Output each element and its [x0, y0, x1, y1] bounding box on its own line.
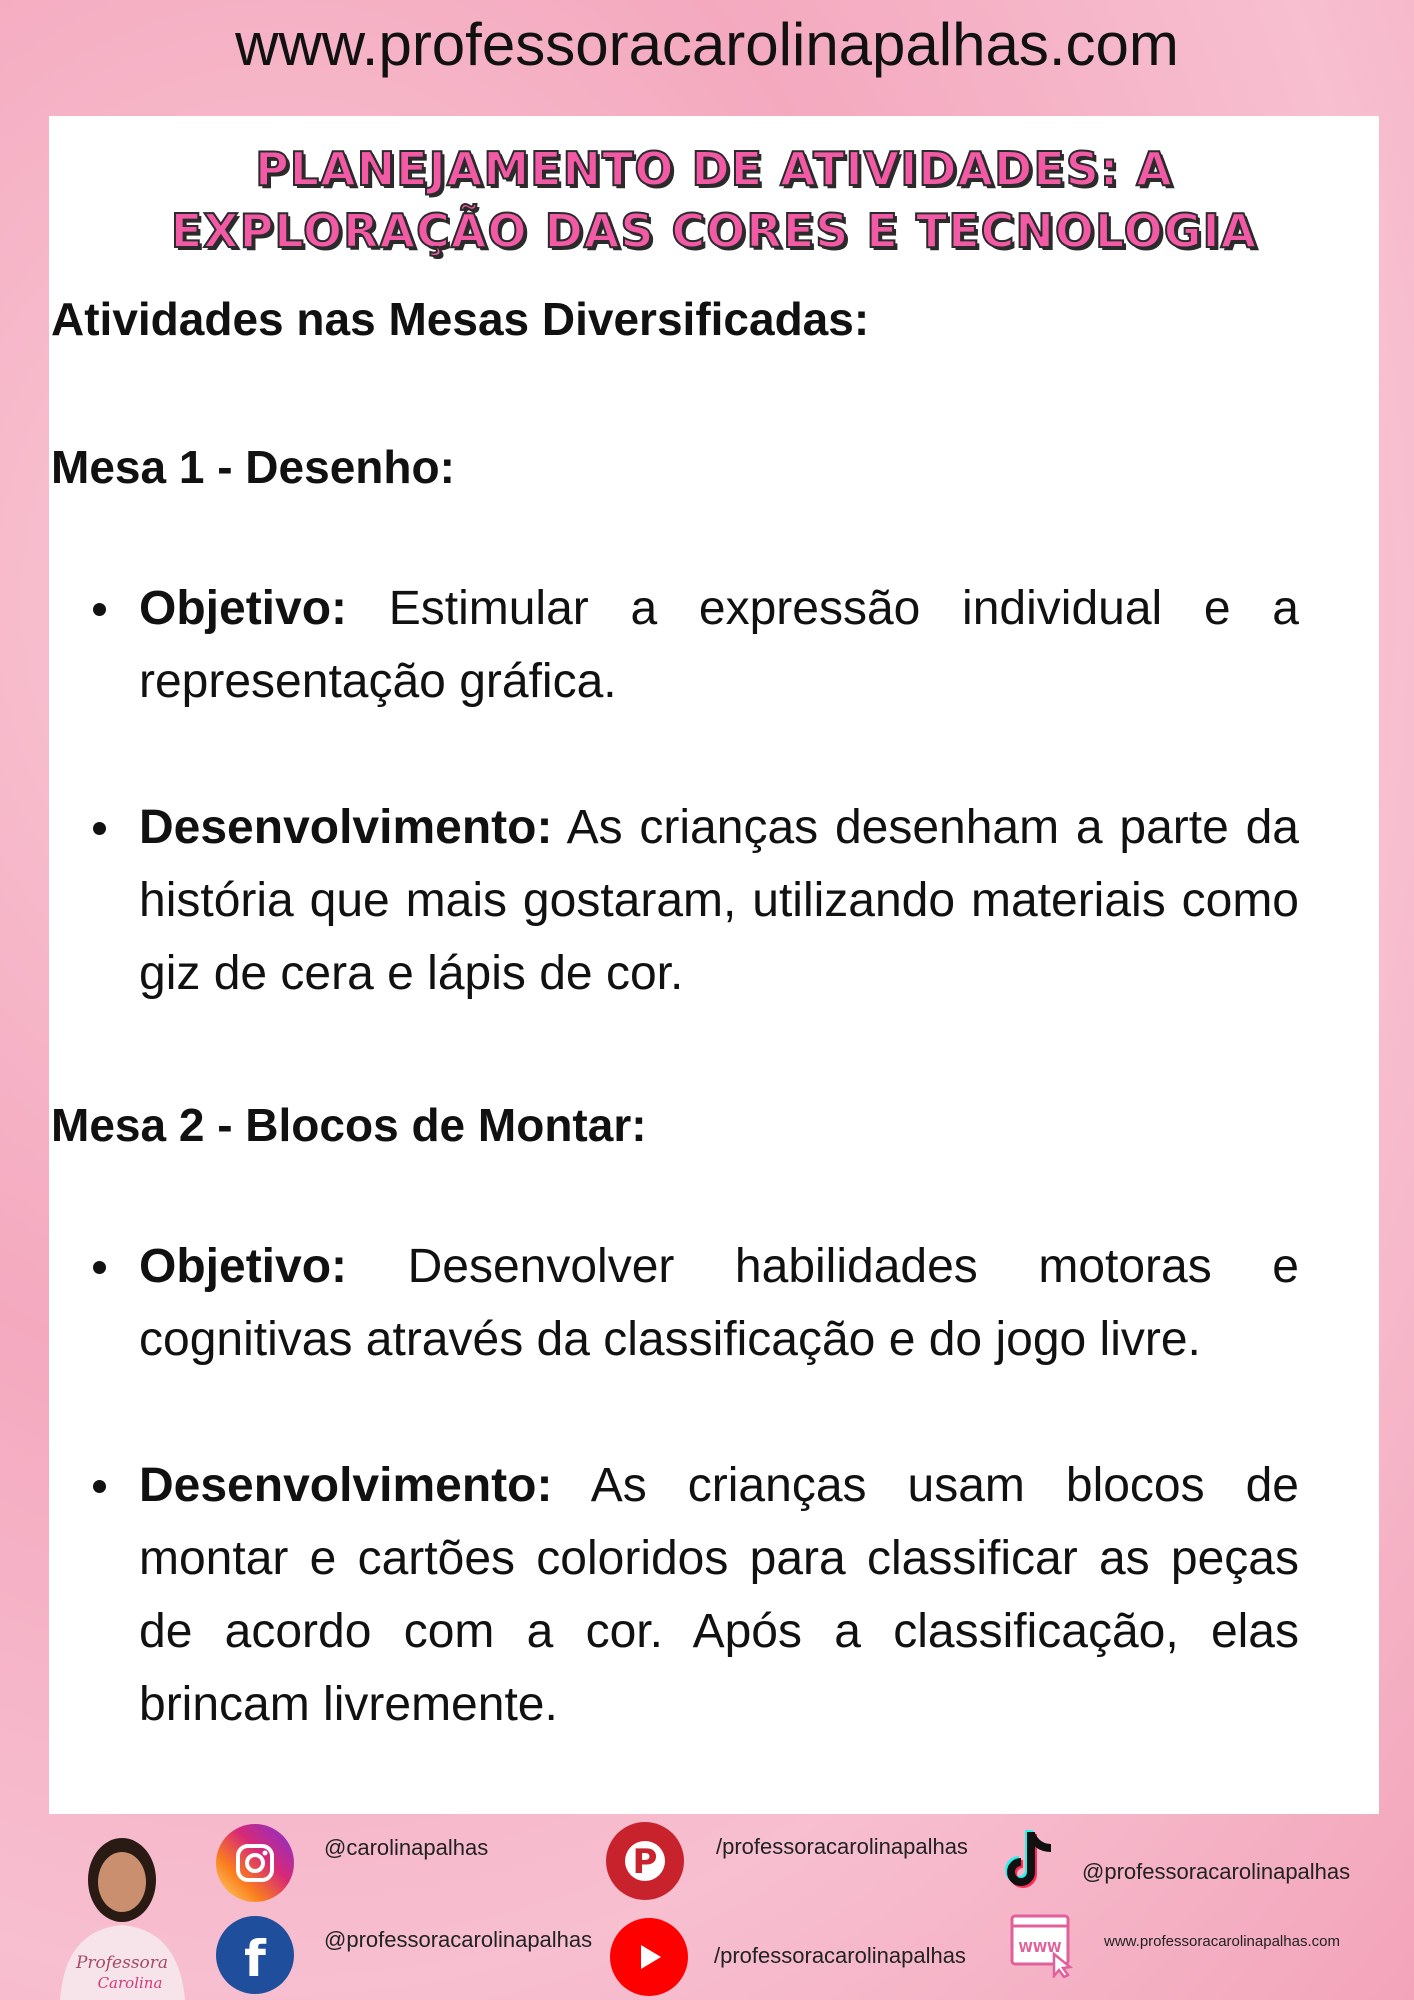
pinterest-handle: /professoracarolinapalhas: [716, 1834, 968, 1859]
avatar-caption-2: Carolina: [97, 1974, 163, 1992]
facebook-link[interactable]: [216, 1916, 592, 1994]
website-icon-text: WWW: [1018, 1941, 1062, 1956]
item-label: Objetivo:: [139, 582, 348, 635]
facebook-handle: @professoracarolinapalhas: [324, 1927, 593, 1952]
website-handle: www.professoracarolinapalhas.com: [1104, 1932, 1340, 1950]
tiktok-icon: [1000, 1822, 1066, 1900]
avatar: [40, 1820, 205, 2000]
youtube-link[interactable]: [610, 1918, 966, 1996]
pinterest-link[interactable]: [606, 1822, 968, 1900]
instagram-handle: @carolinapalhas: [324, 1835, 489, 1860]
item-label: Objetivo:: [139, 1240, 348, 1293]
list-item: [139, 791, 1299, 1010]
avatar-caption-1: Professora: [75, 1953, 169, 1973]
instagram-icon: [216, 1824, 294, 1902]
item-label: Desenvolvimento:: [139, 801, 553, 854]
tiktok-link[interactable]: [1000, 1822, 1350, 1900]
facebook-icon: f: [216, 1916, 294, 1994]
title-line-1: PLANEJAMENTO DE ATIVIDADES: A: [255, 142, 1173, 196]
page-title: [49, 138, 1379, 262]
item-text: As crianças usam blocos de montar e cartões coloridos para classificar as peças de acordo com a cor. Após a classificação, elas brincam livremente.: [139, 1459, 1300, 1731]
youtube-icon: [610, 1918, 688, 1996]
youtube-handle: /professoracarolinapalhas: [714, 1943, 966, 1968]
list-item: [139, 1449, 1299, 1741]
item-text: As crianças desenham a parte da história que mais gostaram, utilizando materiais como giz de cera e lápis de cor.: [139, 801, 1300, 1000]
svg-text:P: P: [632, 1842, 658, 1882]
pinterest-icon: [606, 1822, 684, 1900]
content-card: [49, 116, 1379, 1814]
footer: [0, 1814, 1414, 2000]
mesa1-list: [139, 572, 1299, 1010]
website-link[interactable]: [1010, 1914, 1340, 1978]
tiktok-handle: @professoracarolinapalhas: [1082, 1859, 1351, 1884]
item-text: Estimular a expressão individual e a representação gráfica.: [139, 582, 1299, 708]
website-icon: [1010, 1914, 1076, 1978]
list-item: [139, 572, 1299, 718]
site-url-header[interactable]: www.professoracarolinapalhas.com: [235, 11, 1179, 78]
mesa1-heading: Mesa 1 - Desenho:: [51, 441, 455, 493]
mesa2-list: [139, 1230, 1299, 1741]
instagram-link[interactable]: [216, 1824, 488, 1902]
item-text: Desenvolver habilidades motoras e cognitivas através da classificação e do jogo livre.: [139, 1240, 1299, 1366]
item-label: Desenvolvimento:: [139, 1459, 553, 1512]
mesa2-heading: Mesa 2 - Blocos de Montar:: [51, 1099, 647, 1151]
section-heading: Atividades nas Mesas Diversificadas:: [51, 293, 870, 345]
list-item: [139, 1230, 1299, 1376]
title-line-2: EXPLORAÇÃO DAS CORES E TECNOLOGIA: [170, 204, 1258, 258]
